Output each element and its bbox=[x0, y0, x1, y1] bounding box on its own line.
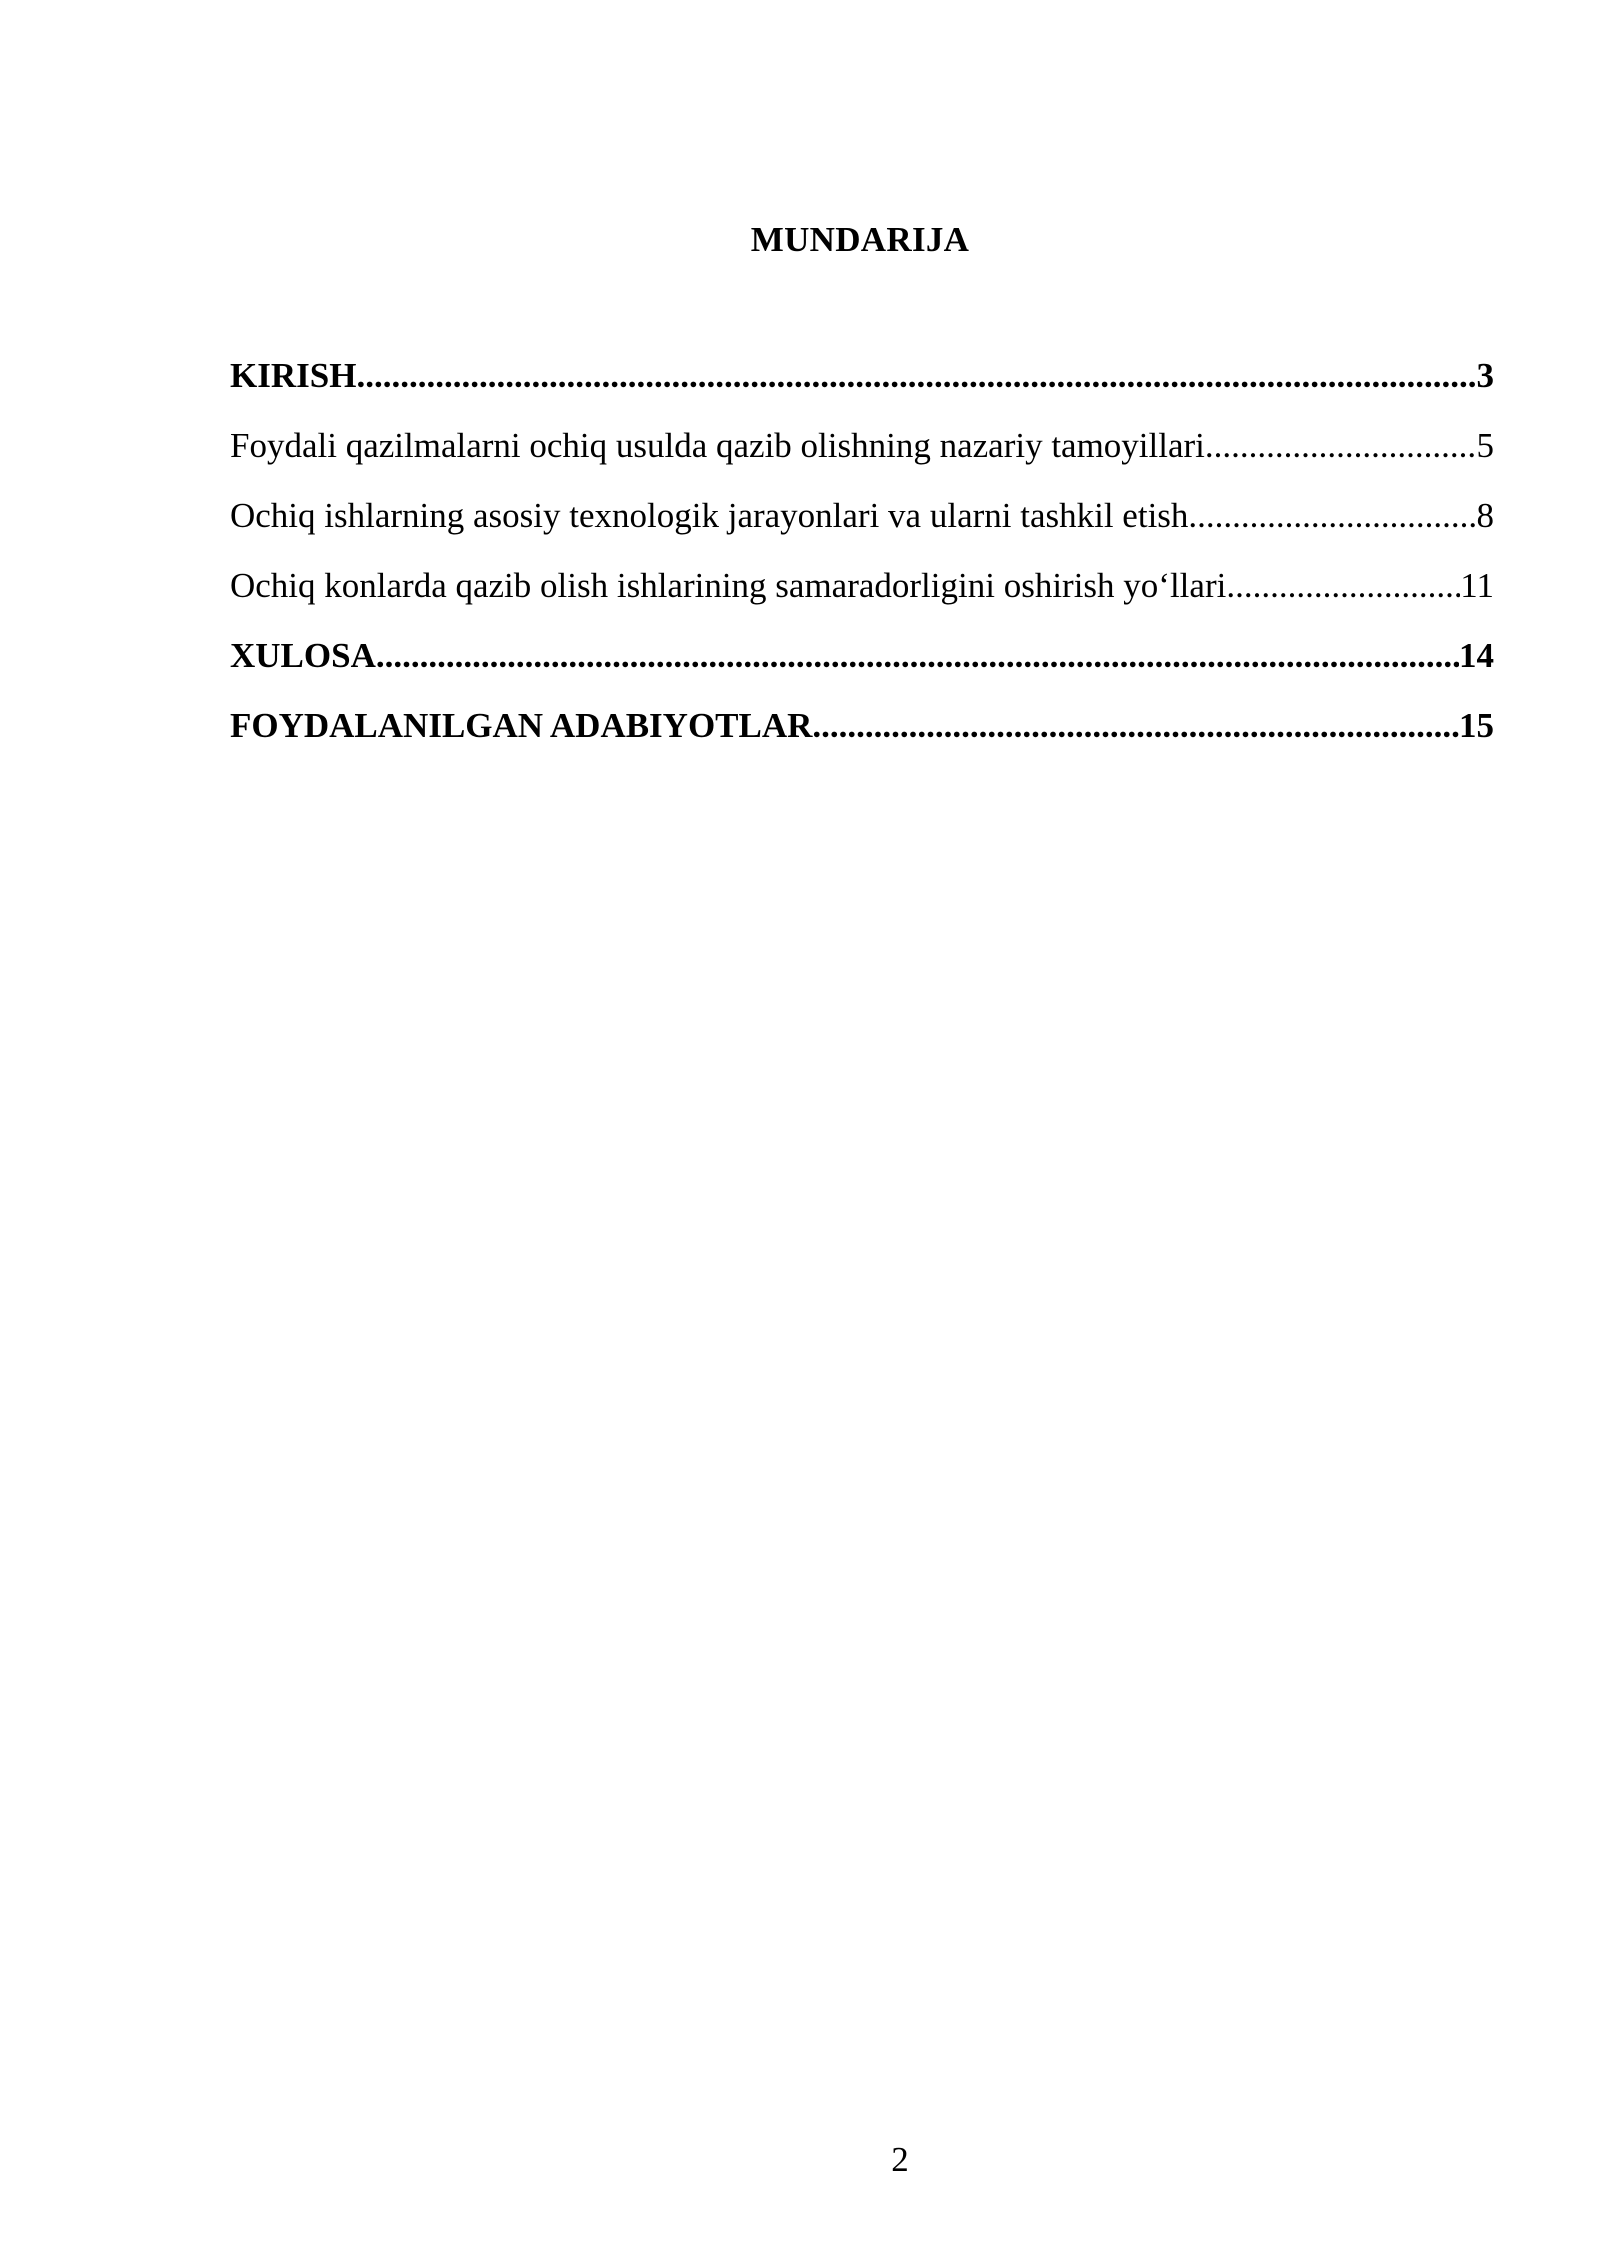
dot-leader bbox=[812, 702, 1459, 750]
toc-entry-texnologik-jarayonlar[interactable] bbox=[230, 492, 1494, 562]
page-number: 2 bbox=[891, 2140, 909, 2179]
dot-leader bbox=[1205, 422, 1477, 470]
toc-entry-samaradorlik[interactable] bbox=[230, 562, 1494, 632]
dot-leader bbox=[356, 352, 1476, 400]
dot-leader bbox=[1188, 492, 1476, 540]
toc-entry-xulosa[interactable] bbox=[230, 632, 1494, 702]
toc-entry-page: 14 bbox=[1459, 636, 1494, 675]
toc-entry-page: 3 bbox=[1476, 356, 1494, 395]
toc-entry-page: 15 bbox=[1459, 706, 1494, 745]
toc-entry-label: XULOSA bbox=[230, 636, 376, 675]
toc-entry-label: KIRISH bbox=[230, 356, 357, 395]
dot-leader bbox=[1226, 562, 1460, 610]
toc-entry-page: 8 bbox=[1476, 496, 1494, 535]
toc-entry-label: Ochiq ishlarning asosiy texnologik jarayonlari va ularni tashkil etish bbox=[230, 496, 1189, 535]
toc-entry-label: FOYDALANILGAN ADABIYOTLAR bbox=[230, 706, 813, 745]
toc-entry-nazariy-tamoyillar[interactable] bbox=[230, 422, 1494, 492]
page-title: MUNDARIJA bbox=[750, 220, 970, 259]
table-of-contents bbox=[230, 352, 1494, 772]
toc-entry-label: Foydali qazilmalarni ochiq usulda qazib olishning nazariy tamoyillari bbox=[230, 426, 1205, 465]
toc-entry-page: 5 bbox=[1476, 426, 1494, 465]
toc-entry-page: 11 bbox=[1460, 566, 1494, 605]
dot-leader bbox=[376, 632, 1459, 680]
toc-entry-label: Ochiq konlarda qazib olish ishlarining samaradorligini oshirish yo‘llari bbox=[230, 566, 1227, 605]
toc-entry-kirish[interactable] bbox=[230, 352, 1494, 422]
toc-entry-adabiyotlar[interactable] bbox=[230, 702, 1494, 772]
